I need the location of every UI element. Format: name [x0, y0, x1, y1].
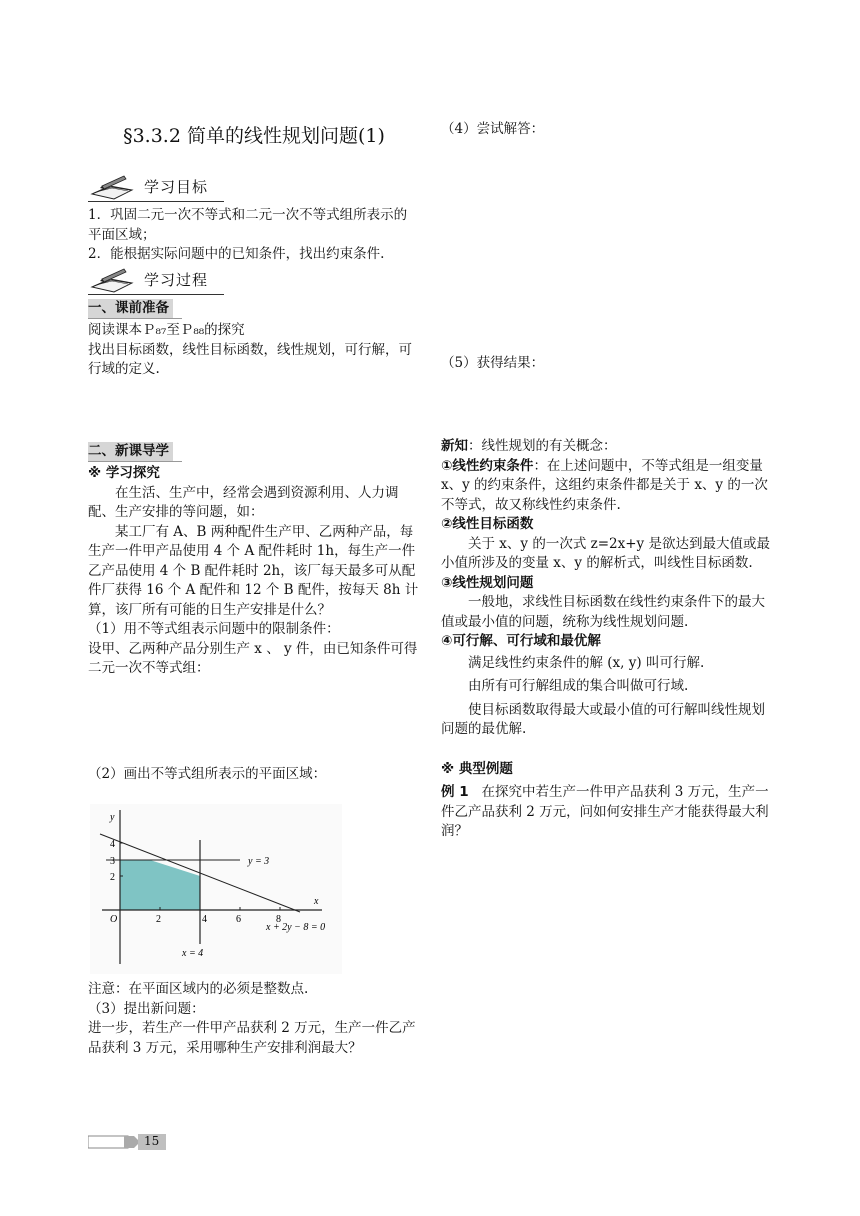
concept-4-line-1: 满足线性约束条件的解 (x, y) 叫可行解. [468, 654, 705, 671]
label-x4: x = 4 [182, 948, 204, 959]
example-1 [441, 783, 777, 842]
process-header [88, 267, 420, 295]
prep-heading: 一、课前准备 [88, 299, 173, 319]
concept-3-head: ③线性规划问题 [441, 574, 534, 591]
goal-item-2: 2．能根据实际问题中的已知条件，找出约束条件. [88, 246, 385, 262]
page-title: §3.3.2 简单的线性规划问题(1) [123, 125, 385, 147]
newknow-line [441, 437, 777, 457]
goal-item-1: 1．巩固二元一次不等式和二元一次不等式组所表示的平面区域； [88, 207, 408, 243]
feasible-region-graph [90, 804, 342, 974]
x-tick-8: 8 [276, 914, 281, 925]
x-axis-label: x [314, 896, 319, 907]
right-column [441, 118, 777, 842]
question-1-detail: 设甲、乙两种产品分别生产 x 、 y 件，由已知条件可得二元一次不等式组： [88, 640, 418, 676]
concept-1-text: ：在上述问题中，不等式组是一组变量 x、y 的约束条件，这组约束条件都是关于 x、y 的一次不等式，故又称线性约束条件. [441, 457, 768, 513]
explore-intro: 在生活、生产中，经常会遇到资源利用、人力调配、生产安排的等问题，如： [88, 484, 399, 520]
concept-3-text: 一般地，求线性目标函数在线性约束条件下的最大值或最小值的问题，统称为线性规划问题. [441, 594, 765, 630]
concept-1-head: ①线性约束条件 [441, 457, 534, 474]
y-tick-4: 4 [110, 839, 115, 850]
process-heading: 学习过程 [144, 270, 209, 289]
goals-header [88, 174, 420, 202]
y-tick-3: 3 [110, 856, 115, 867]
process-rule [88, 294, 224, 295]
page-number: 15 [144, 1134, 160, 1148]
example-1-label: 例 1 [441, 784, 469, 800]
x-tick-4: 4 [202, 914, 207, 925]
x-tick-2: 2 [156, 914, 161, 925]
book-pen-icon [88, 267, 138, 293]
question-2: （2）画出不等式组所表示的平面区域： [88, 765, 327, 782]
goals-rule [88, 201, 224, 202]
concept-4-line-2: 由所有可行解组成的集合叫做可行域. [468, 678, 689, 694]
newlesson-heading-wrap [88, 442, 182, 463]
concept-2-text: 关于 x、y 的一次式 z=2x+y 是欲达到最大值或最小值所涉及的变量 x、y 的解析式，叫线性目标函数. [441, 535, 770, 571]
explore-heading: ※ 学习探究 [88, 465, 160, 481]
newknow-text: ：线性规划的有关概念： [468, 438, 617, 454]
label-constraint: x + 2y − 8 = 0 [266, 922, 326, 933]
page-footer [88, 1133, 168, 1155]
question-5: （5）获得结果： [441, 354, 545, 371]
question-4: （4）尝试解答： [441, 121, 545, 137]
goals-heading: 学习目标 [144, 178, 209, 196]
prep-line-1: 阅读课本Ｐ₈₇至Ｐ₈₈的探究 [88, 322, 245, 338]
concept-2-head: ②线性目标函数 [441, 516, 534, 532]
explore-problem: 某工厂有 A、B 两种配件生产甲、乙两种产品，每生产一件甲产品使用 4 个 A 配件耗时 1h，每生产一件乙产品使用 4 个 B 配件耗时 2h，该厂每天最多可从配件厂获得 16 个 A 配件和 12 个 B 配件，按每天 8h 计算，该厂所有可能的日生产安排是什么？ [88, 523, 419, 618]
question-1: （1）用不等式组表示问题中的限制条件： [88, 621, 340, 637]
concept-4-head: ④可行解、可行域和最优解 [441, 633, 601, 649]
newknow-label: 新知 [441, 438, 468, 454]
question-3-detail: 进一步，若生产一件甲产品获利 2 万元，生产一件乙产品获利 3 万元，采用哪种生产安排利润最大？ [88, 1020, 416, 1056]
prep-line-2: 找出目标函数，线性目标函数，线性规划，可行解，可行域的定义. [88, 341, 412, 377]
example-1-text: 在探究中若生产一件甲产品获利 3 万元，生产一件乙产品获利 2 万元，问如何安排生产才能获得最大利润？ [441, 784, 769, 839]
book-pen-icon [88, 174, 138, 200]
newlesson-heading: 二、新课导学 [88, 442, 173, 462]
left-column [88, 118, 420, 1058]
origin-label: O [110, 914, 118, 925]
label-y3: y = 3 [248, 856, 270, 867]
prep-heading-wrap [88, 299, 182, 320]
question-3: （3）提出新问题： [88, 1000, 205, 1017]
concept-1 [441, 457, 777, 516]
y-axis-label: y [110, 812, 115, 823]
y-tick-2: 2 [110, 872, 115, 883]
example-heading: ※ 典型例题 [441, 760, 513, 777]
graph-svg [90, 804, 342, 974]
note: 注意：在平面区域内的必须是整数点. [88, 981, 309, 997]
x-tick-6: 6 [236, 914, 241, 925]
concept-4-line-3: 使目标函数取得最大或最小值的可行解叫线性规划问题的最优解. [441, 701, 765, 737]
